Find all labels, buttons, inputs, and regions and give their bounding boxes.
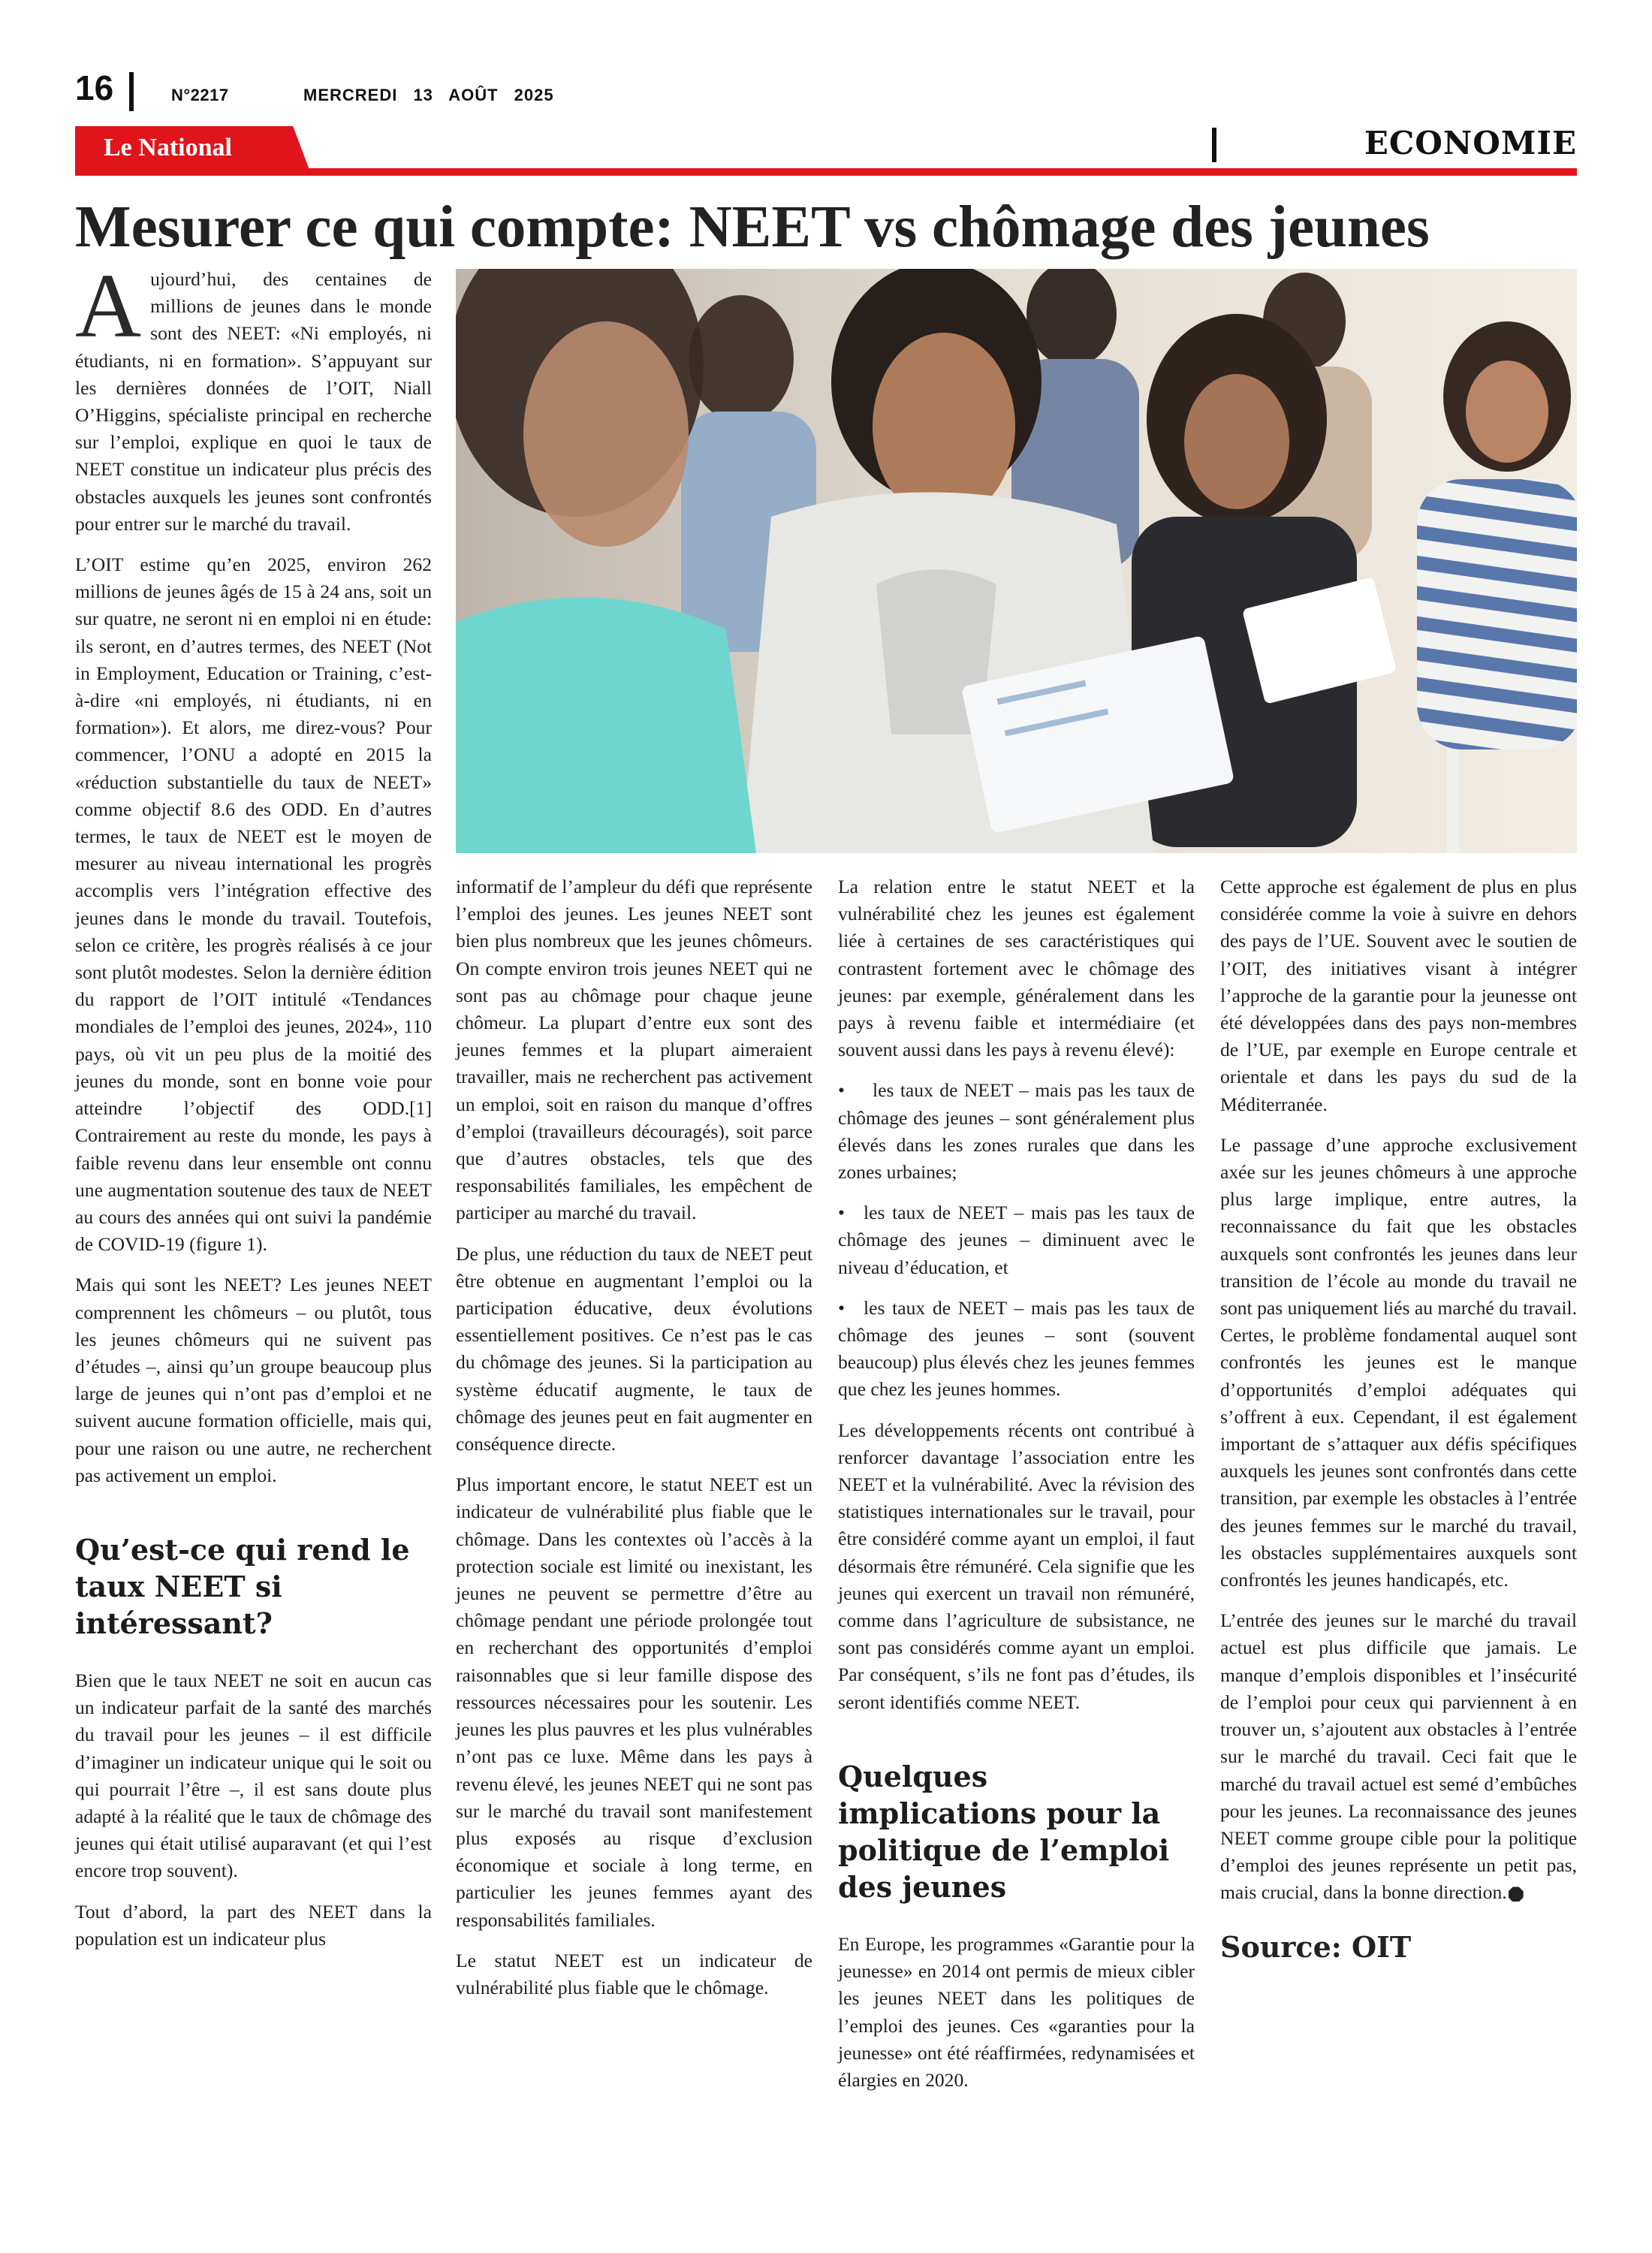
paragraph: La relation entre le statut NEET et la vulnérabilité chez les jeunes est également liée à certaines de ses caractéristiques qui contrastent fortement avec le chômage des jeunes: par exemple, généralement dans les pays à revenu faible et intermédiaire (et souvent aussi dans les pays à revenu élevé): — [838, 876, 1195, 1061]
article-title: Mesurer ce qui compte: NEET vs chômage des jeunes — [75, 195, 1430, 260]
article-column-2 — [456, 873, 812, 2015]
drop-cap: A — [75, 255, 142, 357]
article-photo — [456, 269, 1577, 853]
bullet-item: • les taux de NEET – mais pas les taux de chômage des jeunes – sont (souvent beaucoup) plus élevés chez les jeunes femmes que chez les jeunes hommes. — [838, 1295, 1195, 1404]
bullet-item: • les taux de NEET – mais pas les taux de chômage des jeunes – sont généralement plus élevés dans les zones rurales que dans les zones urbaines; — [838, 1077, 1195, 1186]
page-number-divider — [129, 72, 134, 111]
end-mark-icon — [1509, 1887, 1524, 1902]
bullet-icon: • — [838, 1296, 845, 1319]
article-column-3 — [838, 873, 1195, 2107]
article-column-1 — [75, 255, 432, 1966]
paragraph: De plus, une réduction du taux de NEET peut être obtenue en augmentant l’emploi ou la participation éducative, deux évolutions essentiellement positives. Ce n’est pas le cas du chômage des jeunes. Si la participation au système éducatif augmente, le taux de chômage des jeunes peut en fait augmenter en conséquence directe. — [456, 1242, 812, 1455]
issue-date: MERCREDI 13 AOÛT 2025 — [303, 86, 554, 104]
page-number: 16 — [75, 68, 114, 107]
issue-number: N°2217 — [171, 86, 229, 104]
paragraph: Mais qui sont les NEET? Les jeunes NEET comprennent les chômeurs – ou plutôt, tous les jeunes chômeurs qui ne suivent pas d’études –, ainsi qu’un groupe beaucoup plus large de jeunes qui n’ont pas d’emploi et ne suivent aucune formation officielle, mais qui, pour une raison ou une autre, ne recherchent pas activement un emploi. — [75, 1274, 432, 1486]
bullet-icon: • — [838, 1202, 845, 1224]
paragraph: Le statut NEET est un indicateur de vulnérabilité plus fiable que le chômage. — [456, 1949, 812, 1998]
paragraph: En Europe, les programmes «Garantie pour la jeunesse» en 2014 ont permis de mieux cibler les jeunes NEET dans les politiques de l’emploi des jeunes. Ces «garanties pour la jeunesse» ont été réaffirmées, redynamisées et élargies en 2020. — [838, 1932, 1195, 2091]
paragraph: Les développements récents ont contribué à renforcer davantage l’association entre les NEET et la vulnérabilité. Avec la révision des statistiques internationales sur le travail, pour être considéré comme ayant un emploi, il faut désormais être rémunéré. Cela signifie que les jeunes qui exercent un travail non rémunéré, comme dans l’agriculture de subsistance, ne sont pas considérés comme ayant un emploi. Par conséquent, s’ils ne font pas d’études, ils seront identifiés comme NEET. — [838, 1419, 1195, 1713]
young-people-reading-photo — [456, 269, 1577, 853]
paragraph: L’OIT estime qu’en 2025, environ 262 millions de jeunes âgés de 15 à 24 ans, soit un sur quatre, ne seront ni en emploi ni en étude: ils seront, en d’autres termes, des NEET (Not in Employment, Education or Training, c’est-à-dire «ni employés, ni étudiants, ni en formation»). Et alors, me direz-vous? Pour commencer, l’ONU a adopté en 2015 la «réduction substantielle du taux de NEET» comme objectif 8.6 des ODD. En d’autres termes, le taux de NEET est le moyen de mesurer au niveau international les progrès accomplis vers l’intégration effective des jeunes dans le monde du travail. Toutefois, selon ce critère, les progrès réalisés à ce jour sont plutôt modestes. Selon la dernière édition du rapport de l’OIT intitulé «Tendances mondiales de l’emploi des jeunes, 2024», 110 pays, où vit un peu plus de la moitié des jeunes du monde, sont en bonne voie pour atteindre l’objectif des ODD.[1] Contrairement au reste du monde, les pays à faible revenu dans leur ensemble ont connu une augmentation soutenue des taux de NEET au cours des années qui ont suivi la pandémie de COVID-19 (figure 1). — [75, 553, 432, 1256]
section-label: ECONOMIE — [1364, 125, 1577, 161]
closing-paragraph: L’entrée des jeunes sur le marché du travail actuel est plus difficile que jamais. Le manque d’emplois disponibles et l’insécurité de l’emploi pour ceux qui parviennent à en trouver un, s’ajoutent aux obstacles à l’entrée sur le marché du travail. Ceci fait que le marché du travail actuel est semé d’embûches pour les jeunes. La reconnaissance des jeunes NEET comme groupe cible pour la politique d’emploi des jeunes représente un petit pas, mais crucial, dans la bonne direction. — [1220, 1609, 1577, 1904]
paragraph: Bien que le taux NEET ne soit en aucun cas un indicateur parfait de la santé des marchés du travail pour les jeunes – il est difficile d’imaginer un indicateur unique qui le soit ou qui pourrait l’être –, il est sans doute plus adapté à la réalité que le taux de chômage des jeunes qui était utilisé auparavant (et qui l’est encore trop souvent). — [75, 1669, 432, 1882]
paragraph: Cette approche est également de plus en plus considérée comme la voie à suivre en dehors des pays de l’UE. Souvent avec le soutien de l’OIT, des initiatives visant à intégrer l’approche de la garantie pour la jeunesse ont été développées dans des pays non-membres de l’UE, par exemple en Europe centrale et orientale et dans les pays du sud de la Méditerranée. — [1220, 876, 1577, 1115]
source-credit: Source: OIT — [1220, 1929, 1412, 1964]
article-column-4 — [1220, 873, 1577, 1965]
header-rule — [75, 168, 1577, 176]
subheading: Qu’est-ce qui rend le taux NEET si intéressant? — [75, 1532, 410, 1640]
paragraph: Le passage d’une approche exclusivement axée sur les jeunes chômeurs à une approche plus large implique, entre autres, la reconnaissance du fait que les obstacles auxquels sont confrontés les jeunes dans leur transition de l’école au monde du travail ne sont pas uniquement liés au marché du travail. Certes, le problème fondamental auquel sont confrontés les jeunes est le manque d’opportunités d’emploi adéquates qui s’offrent à eux. Cependant, il est également important de s’attaquer aux défis spécifiques auxquels les jeunes sont confrontés dans cette transition, par exemple les obstacles à l’entrée des jeunes femmes sur le marché du travail, les obstacles supplémentaires auxquels sont confrontés les jeunes handicapés, etc. — [1220, 1133, 1577, 1591]
subheading: Quelques implications pour la politique de l’emploi des jeunes — [838, 1759, 1170, 1904]
lead-paragraph: Aujourd’hui, des centaines de millions de jeunes dans le monde sont des NEET: «Ni employés, ni étudiants, ni en formation». S’appuyant sur les dernières données de l’OIT, Niall O’Higgins, spécialiste principal en recherche sur l’emploi, explique en quoi le taux de NEET constitue un indicateur plus précis des obstacles auxquels les jeunes sont confrontés pour entrer sur le marché du travail. — [75, 255, 432, 535]
bullet-item: • les taux de NEET – mais pas les taux de chômage des jeunes – diminuent avec le niveau d’éducation, et — [838, 1199, 1195, 1281]
publication-name: Le National — [104, 134, 232, 161]
section-divider — [1212, 128, 1216, 162]
bullet-icon: • — [838, 1079, 845, 1102]
paragraph: informatif de l’ampleur du défi que représente l’emploi des jeunes. Les jeunes NEET sont bien plus nombreux que les jeunes chômeurs. On compte environ trois jeunes NEET qui ne sont pas au chômage pour chaque jeune chômeur. La plupart d’entre eux sont des jeunes femmes et la plupart aimeraient travailler, mais ne recherchent pas activement un emploi, soit en raison du manque d’offres d’emploi (travailleurs découragés), soit parce que d’autres obstacles, tels que des responsabilités familiales, les empêchent de participer au marché du travail. — [456, 876, 812, 1224]
paragraph: Tout d’abord, la part des NEET dans la population est un indicateur plus — [75, 1900, 432, 1950]
paragraph: Plus important encore, le statut NEET est un indicateur de vulnérabilité plus fiable que le chômage. Dans les contextes où l’accès à la protection sociale est limité ou inexistant, les jeunes ne peuvent se permettre d’être au chômage pendant une période prolongée tout en recherchant des opportunités d’emploi raisonnables que si leur famille dispose des ressources nécessaires pour les soutenir. Les jeunes les plus pauvres et les plus vulnérables n’ont pas ce luxe. Même dans les pays à revenu élevé, les jeunes NEET qui ne sont pas sur le marché du travail sont manifestement plus exposés au risque d’exclusion économique et sociale à long terme, en particulier les jeunes femmes ayant des responsabilités familiales. — [456, 1473, 812, 1931]
